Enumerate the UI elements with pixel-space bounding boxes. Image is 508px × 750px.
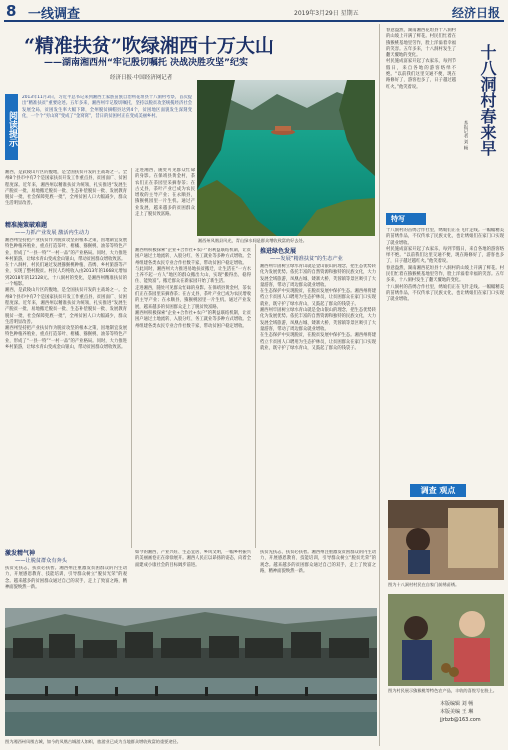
old-town-image bbox=[5, 608, 377, 736]
page-number: 8 bbox=[6, 2, 17, 20]
body-column-3 bbox=[260, 264, 376, 546]
section-name: 一线调查 bbox=[28, 7, 81, 22]
editor-email[interactable]: jjrbzb@163.com bbox=[440, 717, 481, 723]
paragraph: 湘西，是武陵山片区的腹地，是全国扶贫开发的主战场之一。全州8个县市中有7个是国家扶贫开发工作重点县，贫困面广、贫困程度深。近年来，湘西州以精准扶贫为统领，扎实推进“发展生产脱贫一批、易地搬迁脱贫一批、生态补偿脱贫一批、发展教育脱贫一批、社会保障兜底一批”，全州贫困人口大幅减少，群众生活明显改善。 bbox=[5, 170, 127, 207]
paragraph: 湘西州积极探索“企业+合作社+农户”的利益联结机制，让贫困户通过土地流转、入股分红、务工就业等多种方式增收。全州组建各类农民专业合作社数千家，带动贫困户稳定增收。 bbox=[135, 248, 251, 266]
paragraph: 春意盎然，湖南湘西花垣县十八洞村的山坡上开满了鲜花。村民们忙着在猕猴桃基地里劳作，脸上洋溢着幸福的笑容。五年多来，十八洞村发生了翻天覆地的变化。 bbox=[386, 265, 504, 284]
section-title: 精准施策破难题 bbox=[5, 222, 48, 229]
body-column-1c bbox=[5, 566, 127, 606]
photo-caption-bottom: 图为湘西州凤凰古城，如今的凤凰古城游人如织，旅游业已成为当地群众增收致富的重要途径。 bbox=[5, 739, 181, 744]
column-rule bbox=[131, 168, 132, 548]
paragraph: 如今的湘西，产业兴旺、生态宜居、乡风文明，一幅乡村振兴的美丽画卷正在徐徐展开。湘西人民正以昂扬的姿态，向着全面建成小康社会的目标阔步前进。 bbox=[135, 550, 251, 568]
opinion-tag: 调查 观点 bbox=[410, 484, 466, 497]
paragraph: 在生态保护中实现脱贫，在脱贫发展中保护生态。湘西州将建档立卡贫困人口聘用为生态护林员，让贫困群众在家门口实现就业，既守护了绿水青山，又鼓起了群众的钱袋子。 bbox=[260, 289, 376, 307]
section-title: 推进绿色发展 bbox=[260, 248, 297, 255]
body-column-2b bbox=[135, 248, 251, 546]
lake-valley-image bbox=[197, 80, 375, 236]
sidebar-photo-caption-1: 图为十八洞村村民在自家门前绣苗绣。 bbox=[388, 582, 460, 587]
paragraph: 村民施成富家开起了农家乐，每到节假日，来自各地的游客络绎不绝。“以前我们这里交通不便，现在路修好了，游客也多了，日子越过越红火。”他笑着说。 bbox=[386, 59, 456, 90]
editor-row bbox=[440, 700, 504, 708]
body-column-2 bbox=[135, 168, 195, 240]
sidebar-photo-embroidery bbox=[388, 500, 504, 580]
editor-row bbox=[440, 708, 504, 716]
feature-tag: 特写 bbox=[386, 213, 426, 225]
sidebar-photo-harvest bbox=[388, 594, 504, 686]
subheadline: ——湖南湘西州“牢记殷切嘱托 决战决胜攻坚”纪实 bbox=[44, 58, 248, 68]
paragraph: 湘西州牢固树立绿水青山就是金山银山的理念，把生态优势转化为发展优势。依托丰富的自然资源和独特的民族文化，大力发展全域旅游，凤凰古城、矮寨大桥、芙蓉镇等景区吸引了大量游客，带动了周边群众就业增收。 bbox=[260, 308, 376, 332]
sidebar-title: 十八洞村春来早 bbox=[478, 44, 497, 156]
sidebar-photo-caption-2: 图为村民展示猕猴桃等特色农产品，丰收的喜悦写在脸上。 bbox=[388, 688, 497, 693]
paragraph: 走进湘西，随处可见群众忙碌的身影。在保靖县黄金村，茶农们正在茶园里采摘春茶；在古丈县，茶叶产业已成为农民增收的主导产业；在永顺县，猕猴桃园里一片生机。通过产业发展，越来越多的贫困群众走上了脱贫致富路。 bbox=[135, 168, 195, 218]
issue-date: 2019年3月29日 星期五 bbox=[294, 10, 359, 17]
paragraph: 湘西，是武陵山片区的腹地，是全国扶贫开发的主战场之一。全州8个县市中有7个是国家扶贫开发工作重点县，贫困面广、贫困程度深。近年来，湘西州以精准扶贫为统领，扎实推进“发展生产脱贫一批、易地搬迁脱贫一批、生态补偿脱贫一批、发展教育脱贫一批、社会保障兜底一批”，全州贫困人口大幅减少，群众生活明显改善。 bbox=[5, 288, 127, 325]
paragraph: 与此同时，湘西州大力推进易地扶贫搬迁，让生活在“一方水土养不起一方人”地区的群众搬出大山，实现“搬得出、稳得住、能致富”。搬迁群众在新家园开始了新生活。 bbox=[135, 266, 251, 285]
paragraph: 扶贫先扶志，扶贫必扶智。湘西州注重激发贫困群众的内生动力，开展感恩教育、技能培训，引导群众树立“脱贫光荣”的观念。越来越多的贫困群众通过自己的双手，走上了致富之路，精神面貌焕然一新。 bbox=[5, 566, 127, 590]
headline: “精准扶贫”吹绿湘西十万大山 bbox=[24, 35, 274, 57]
section-subtitle: ——力抓产业发展 激活内生动力 bbox=[15, 230, 90, 236]
editor-name: 刘 畅 bbox=[461, 701, 474, 707]
paragraph: 十八洞村的苗绣合作社里，绣娘们正在飞针走线。一幅幅精美的苗绣作品，不仅传承了民族文化，也让绣娘们在家门口实现了就业增收。 bbox=[386, 284, 504, 303]
body-column-1b bbox=[5, 238, 127, 544]
editor-label: 本版编辑 bbox=[440, 701, 461, 707]
intro-text: 2013年11月3日，习近平总书记来到湘西土家族苗族自治州花垣县十八洞村考察，首次提出“精准扶贫”重要论述。五年多来，湘西州牢记殷切嘱托，坚持以脱贫攻坚统揽经济社会发展全局，贫困发生率大幅下降，全州脱贫摘帽县达到4个，贫困地区面貌发生深刻变化，一个个“穷山窝”变成了“金窝窝”，昔日的贫困村正在变成美丽乡村。 bbox=[22, 95, 192, 120]
body-column-3c bbox=[260, 550, 376, 606]
editor-name: 王 琳 bbox=[461, 709, 474, 715]
editor-credits bbox=[440, 700, 504, 724]
body-column-1 bbox=[5, 170, 127, 216]
intro-label: 阅读提示 bbox=[5, 94, 18, 160]
column-rule bbox=[255, 244, 256, 548]
byline: 经济日报·中国经济网记者 bbox=[110, 75, 173, 81]
harvest-photo bbox=[388, 594, 504, 686]
section-title: 激发精气神 bbox=[5, 550, 36, 557]
body-column-2c bbox=[135, 550, 251, 606]
paragraph: 十八洞村的苗绣合作社里，绣娘们正在飞针走线。一幅幅精美的苗绣作品，不仅传承了民族文化，也让绣娘们在家门口实现了就业增收。 bbox=[386, 228, 504, 246]
section-heading-3 bbox=[5, 548, 127, 564]
paragraph: 春意盎然，湖南湘西花垣县十八洞村的山坡上开满了鲜花。村民们忙着在猕猴桃基地里劳作，脸上洋溢着幸福的笑容。五年多来，十八洞村发生了翻天覆地的变化。 bbox=[386, 28, 456, 59]
paragraph: 村民施成富家开起了农家乐，每到节假日，来自各地的游客络绎不绝。“以前我们这里交通不便，现在路修好了，游客也多了，日子越过越红火。”他笑着说。 bbox=[386, 246, 504, 265]
section-subtitle: ——发展“精准扶贫”的生态产业 bbox=[270, 256, 343, 262]
column-rule bbox=[379, 24, 380, 746]
paragraph: 湘西州积极探索“企业+合作社+农户”的利益联结机制，让贫困户通过土地流转、入股分红、务工就业等多种方式增收。全州组建各类农民专业合作社数千家，带动贫困户稳定增收。 bbox=[135, 310, 251, 329]
section-heading-2 bbox=[260, 246, 376, 262]
section-heading-1 bbox=[5, 220, 127, 236]
paragraph: 走进湘西，随处可见群众忙碌的身影。在保靖县黄金村，茶农们正在茶园里采摘春茶；在古丈县，茶叶产业已成为农民增收的主导产业；在永顺县，猕猴桃园里一片生机。通过产业发展，越来越多的贫困群众走上了脱贫致富路。 bbox=[135, 285, 251, 310]
editor-label: 本版美编 bbox=[440, 709, 461, 715]
photo-old-town bbox=[5, 608, 377, 736]
sidebar-byline: 本报记者 刘 畅 bbox=[463, 120, 468, 150]
paragraph: 扶贫先扶志，扶贫必扶智。湘西州注重激发贫困群众的内生动力，开展感恩教育、技能培训，引导群众树立“脱贫光荣”的观念。越来越多的贫困群众通过自己的双手，走上了致富之路，精神面貌焕然一新。 bbox=[260, 550, 376, 574]
section-subtitle: ——让脱贫群众有奔头 bbox=[15, 558, 67, 564]
sidebar-story-top bbox=[386, 28, 456, 210]
photo-lake-valley bbox=[197, 80, 375, 236]
paragraph: 湘西州坚持把产业扶贫作为脱贫攻坚的根本之策，因地制宜发展特色种植养殖业，重点打造茶叶、柑橘、猕猴桃、油茶等特色产业，形成了“一县一特”“一村一品”的产业格局。同时，大力推进乡村旅游，让绿水青山变成金山银山，带动贫困群众增收致富。 bbox=[5, 238, 127, 262]
page-header bbox=[4, 2, 504, 22]
paragraph: 湘西州坚持把产业扶贫作为脱贫攻坚的根本之策，因地制宜发展特色种植养殖业，重点打造茶叶、柑橘、猕猴桃、油茶等特色产业，形成了“一县一特”“一村一品”的产业格局。同时，大力推进乡村旅游，让绿水青山变成金山银山，带动贫困群众增收致富。 bbox=[5, 326, 127, 351]
sidebar-story-mid bbox=[386, 228, 504, 480]
embroidery-photo bbox=[388, 500, 504, 580]
paragraph: 湘西州牢固树立绿水青山就是金山银山的理念，把生态优势转化为发展优势。依托丰富的自然资源和独特的民族文化，大力发展全域旅游，凤凰古城、矮寨大桥、芙蓉镇等景区吸引了大量游客，带动了周边群众就业增收。 bbox=[260, 264, 376, 288]
newspaper-logo: 经济日报 bbox=[452, 6, 501, 20]
photo-caption-top: 湘西州凤凰县风光，青山绿水间是群众增收致富的好去处。 bbox=[198, 238, 307, 243]
paragraph: 在十八洞村，村民们通过发展猕猴桃种植、苗绣、乡村旅游等产业，实现了整村脱贫。村民人均纯收入由2013年的1668元增加到2018年的12128元。十八洞村的变化，是湘西州精准扶贫的一个缩影。 bbox=[5, 263, 127, 288]
paragraph: 在生态保护中实现脱贫，在脱贫发展中保护生态。湘西州将建档立卡贫困人口聘用为生态护林员，让贫困群众在家门口实现就业，既守护了绿水青山，又鼓起了群众的钱袋子。 bbox=[260, 333, 376, 351]
